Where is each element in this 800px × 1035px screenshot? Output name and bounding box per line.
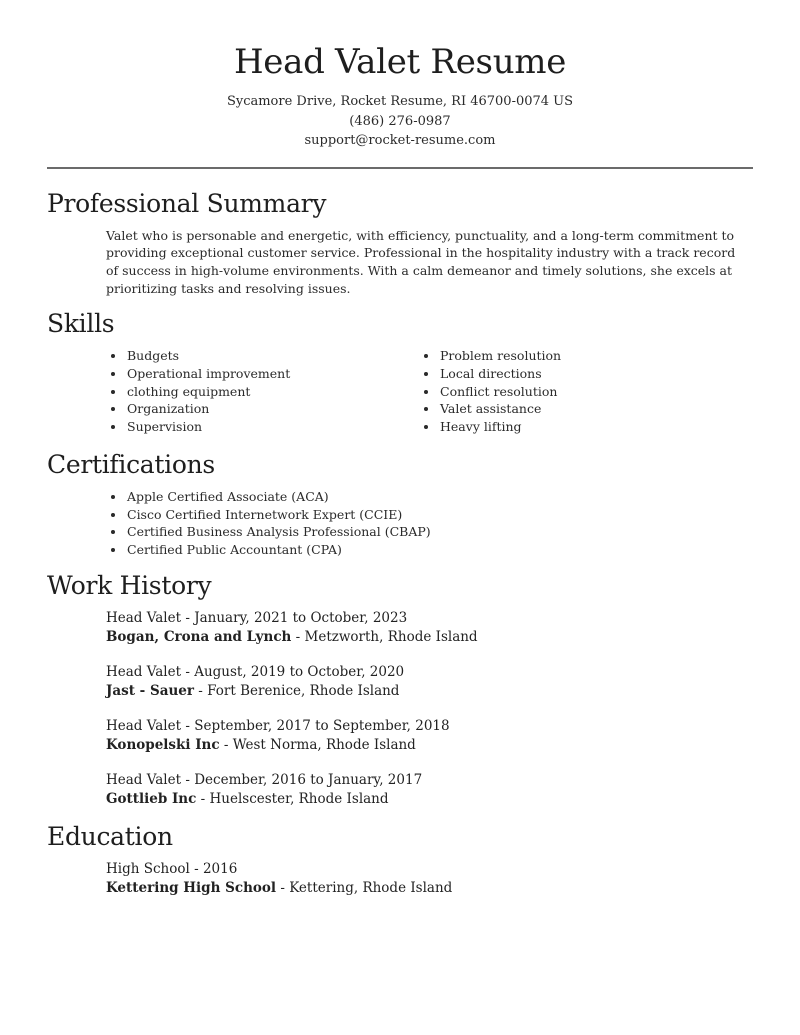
skill-item: clothing equipment <box>127 383 440 401</box>
separator: - <box>194 683 208 700</box>
separator: - <box>219 737 233 754</box>
section-heading-summary: Professional Summary <box>47 188 327 218</box>
education-school-line <box>106 879 753 899</box>
work-history-section <box>47 569 753 810</box>
certification-item: Cisco Certified Internetwork Expert (CCIE) <box>127 506 753 524</box>
skills-section <box>47 307 753 436</box>
job-company: Konopelski Inc <box>106 737 220 754</box>
job-title-line <box>106 717 753 737</box>
separator: - <box>181 609 195 626</box>
education-section <box>47 820 753 899</box>
resume-header <box>47 0 753 151</box>
section-heading-education: Education <box>47 821 173 851</box>
skills-column-left <box>127 347 440 436</box>
job-location: Metzworth, Rhode Island <box>304 629 478 646</box>
contact-block <box>47 92 753 151</box>
separator: - <box>181 717 195 734</box>
job-title: Head Valet <box>106 771 182 788</box>
job-title-line <box>106 609 753 629</box>
job-location: Huelscester, Rhode Island <box>209 791 389 808</box>
certifications-section <box>47 448 753 559</box>
job-title: Head Valet <box>106 717 182 734</box>
education-school: Kettering High School <box>106 880 277 897</box>
separator: - <box>196 791 210 808</box>
skill-item: Organization <box>127 400 440 418</box>
summary-text: Valet who is personable and energetic, with efficiency, punctuality, and a long-term commitment to providing exceptional customer service. Professional in the hospitality industry with a track record of success in high-volume environments. With a calm demeanor and timely solutions, she excels at prioritizing tasks and resolving issues. <box>106 227 736 296</box>
job-entry <box>47 663 753 702</box>
education-entry <box>47 860 753 899</box>
certification-item: Certified Business Analysis Professional (CBAP) <box>127 523 753 541</box>
skills-column-right <box>440 347 753 436</box>
contact-email: support@rocket-resume.com <box>304 133 496 148</box>
job-location: Fort Berenice, Rhode Island <box>207 683 400 700</box>
section-heading-work-history: Work History <box>47 570 212 600</box>
job-dates: September, 2017 to September, 2018 <box>194 717 450 734</box>
job-dates: August, 2019 to October, 2020 <box>194 663 405 680</box>
skill-item: Problem resolution <box>440 347 753 365</box>
resume-title: Head Valet Resume <box>233 42 567 82</box>
contact-address: Sycamore Drive, Rocket Resume, RI 46700-0074 US <box>226 94 574 109</box>
education-location: Kettering, Rhode Island <box>289 880 453 897</box>
skill-item: Supervision <box>127 418 440 436</box>
job-company-line <box>106 682 753 702</box>
certifications-list <box>47 488 753 559</box>
job-company: Jast - Sauer <box>106 683 194 700</box>
separator: - <box>181 663 195 680</box>
professional-summary-section <box>47 187 753 298</box>
job-title: Head Valet <box>106 609 182 626</box>
certification-item: Apple Certified Associate (ACA) <box>127 488 753 506</box>
job-entry <box>47 717 753 756</box>
section-heading-skills: Skills <box>47 309 115 339</box>
job-company: Bogan, Crona and Lynch <box>106 629 292 646</box>
contact-phone: (486) 276-0987 <box>349 113 451 129</box>
job-dates: December, 2016 to January, 2017 <box>194 771 423 788</box>
job-entry <box>47 609 753 648</box>
section-heading-certifications: Certifications <box>47 449 215 479</box>
skill-item: Heavy lifting <box>440 418 753 436</box>
header-divider <box>47 167 753 169</box>
job-entry <box>47 771 753 810</box>
skill-item: Local directions <box>440 365 753 383</box>
skills-grid <box>47 347 753 436</box>
separator: - <box>181 771 195 788</box>
skill-item: Operational improvement <box>127 365 440 383</box>
education-degree-line <box>106 860 753 880</box>
separator: - <box>276 880 290 897</box>
separator: - <box>291 629 305 646</box>
job-location: West Norma, Rhode Island <box>232 737 416 754</box>
job-company: Gottlieb Inc <box>106 791 197 808</box>
job-title: Head Valet <box>106 663 182 680</box>
job-title-line <box>106 771 753 791</box>
education-degree: High School <box>106 860 190 877</box>
skill-item: Conflict resolution <box>440 383 753 401</box>
skill-item: Budgets <box>127 347 440 365</box>
job-dates: January, 2021 to October, 2023 <box>194 609 408 626</box>
job-company-line <box>106 790 753 810</box>
job-company-line <box>106 628 753 648</box>
certification-item: Certified Public Accountant (CPA) <box>127 541 753 559</box>
job-title-line <box>106 663 753 683</box>
separator: - <box>189 860 203 877</box>
education-year: 2016 <box>202 860 238 877</box>
skill-item: Valet assistance <box>440 400 753 418</box>
job-company-line <box>106 736 753 756</box>
